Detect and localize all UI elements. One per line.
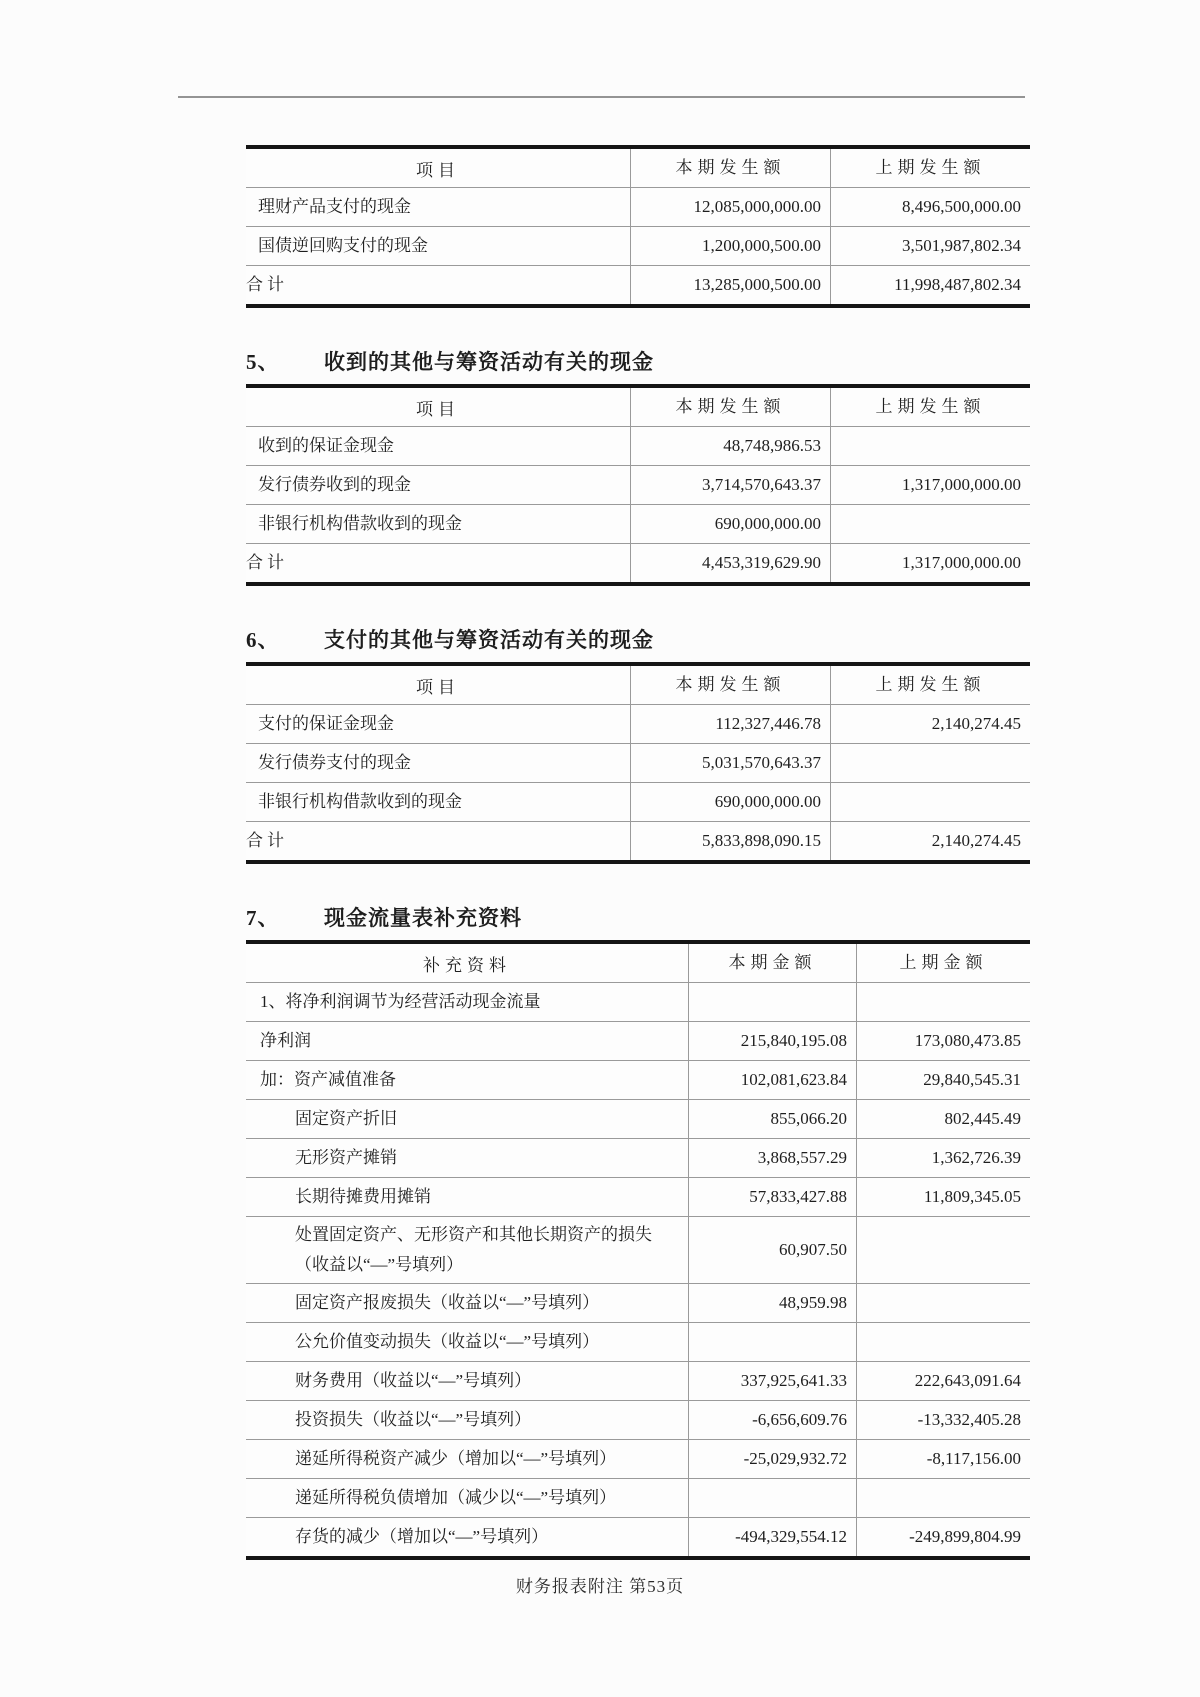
row-label-cell xyxy=(246,783,630,821)
row-label-line: 财务费用（收益以“—”号填列） xyxy=(295,1371,532,1390)
current-period-value: 5,031,570,643.37 xyxy=(630,744,830,782)
table-body xyxy=(246,426,1030,582)
section-7-title: 现金流量表补充资料 xyxy=(324,906,522,930)
current-period-value: 337,925,641.33 xyxy=(688,1362,856,1400)
prior-period-value xyxy=(830,505,1030,543)
row-label-line: 支付的保证金现金 xyxy=(258,714,394,733)
table-row xyxy=(246,226,1030,265)
table-row xyxy=(246,1177,1030,1216)
table-row xyxy=(246,704,1030,743)
page-content xyxy=(246,145,1030,1560)
row-label xyxy=(258,748,630,778)
row-label-cell xyxy=(246,822,630,860)
row-label xyxy=(246,548,630,578)
row-label-cell xyxy=(246,544,630,582)
table-other-cash-paid-financing xyxy=(246,662,1030,864)
table-body xyxy=(246,704,1030,860)
table-body xyxy=(246,982,1030,1556)
row-label-cell xyxy=(246,705,630,743)
row-label-line: 递延所得税资产减少（增加以“—”号填列） xyxy=(295,1449,617,1468)
row-label-cell xyxy=(246,1362,688,1400)
prior-period-value xyxy=(856,1217,1030,1283)
row-label-line: 处置固定资产、无形资产和其他长期资产的损失 xyxy=(295,1225,652,1244)
row-label xyxy=(258,787,630,817)
prior-period-value: 2,140,274.45 xyxy=(830,705,1030,743)
row-label-line: 投资损失（收益以“—”号填列） xyxy=(295,1410,532,1429)
row-label xyxy=(295,1143,688,1173)
row-label-line: 收到的保证金现金 xyxy=(258,436,394,455)
current-period-value: 3,714,570,643.37 xyxy=(630,466,830,504)
prior-period-value: 11,809,345.05 xyxy=(856,1178,1030,1216)
current-period-value xyxy=(688,983,856,1021)
row-label-line: 加：资产减值准备 xyxy=(260,1070,396,1089)
row-label xyxy=(295,1288,688,1318)
table-row xyxy=(246,1138,1030,1177)
current-period-value: 12,085,000,000.00 xyxy=(630,188,830,226)
prior-period-value: 173,080,473.85 xyxy=(856,1022,1030,1060)
column-header-prior-period: 上期发生额 xyxy=(830,149,1030,187)
row-label xyxy=(246,826,630,856)
prior-period-value: 222,643,091.64 xyxy=(856,1362,1030,1400)
prior-period-value: 1,362,726.39 xyxy=(856,1139,1030,1177)
prior-period-value: -8,117,156.00 xyxy=(856,1440,1030,1478)
prior-period-value: 802,445.49 xyxy=(856,1100,1030,1138)
current-period-value: 215,840,195.08 xyxy=(688,1022,856,1060)
table-row xyxy=(246,465,1030,504)
table-payments-continuation xyxy=(246,145,1030,308)
row-label-line: 合计 xyxy=(246,831,288,850)
row-label-line: 1、将净利润调节为经营活动现金流量 xyxy=(260,992,541,1011)
current-period-value xyxy=(688,1323,856,1361)
row-label xyxy=(258,470,630,500)
row-label xyxy=(295,1522,688,1552)
current-period-value: 690,000,000.00 xyxy=(630,505,830,543)
row-label-line: 非银行机构借款收到的现金 xyxy=(258,792,462,811)
row-label xyxy=(258,709,630,739)
row-label xyxy=(295,1444,688,1474)
column-header-item: 项目 xyxy=(416,160,460,180)
table-row xyxy=(246,1216,1030,1283)
page-footer: 财务报表附注 第53页 xyxy=(515,1577,685,1596)
prior-period-value xyxy=(830,783,1030,821)
row-label-cell xyxy=(246,427,630,465)
row-label xyxy=(295,1104,688,1134)
row-label-line: 合计 xyxy=(246,275,288,294)
row-label-cell xyxy=(246,466,630,504)
table-cash-flow-supplement xyxy=(246,940,1030,1560)
row-label-cell xyxy=(246,1139,688,1177)
prior-period-value xyxy=(830,427,1030,465)
row-label-cell xyxy=(246,1479,688,1517)
row-label-cell xyxy=(246,1284,688,1322)
row-label xyxy=(246,270,630,300)
current-period-value: 112,327,446.78 xyxy=(630,705,830,743)
table-other-cash-received-financing xyxy=(246,384,1030,586)
column-header-item: 项目 xyxy=(416,399,460,419)
prior-period-value xyxy=(856,1323,1030,1361)
column-header-current-period: 本期发生额 xyxy=(630,388,830,426)
row-label-line: 理财产品支付的现金 xyxy=(258,197,411,216)
row-label-cell xyxy=(246,1518,688,1556)
table-row xyxy=(246,1099,1030,1138)
table-row xyxy=(246,782,1030,821)
table-row xyxy=(246,504,1030,543)
prior-period-value: 2,140,274.45 xyxy=(830,822,1030,860)
row-label xyxy=(295,1220,688,1280)
row-label-cell xyxy=(246,1323,688,1361)
row-label-cell xyxy=(246,1217,688,1283)
table-row xyxy=(246,187,1030,226)
row-label xyxy=(258,509,630,539)
table-row xyxy=(246,982,1030,1021)
prior-period-value: 3,501,987,802.34 xyxy=(830,227,1030,265)
row-label xyxy=(258,192,630,222)
table-row xyxy=(246,743,1030,782)
row-label-cell xyxy=(246,1178,688,1216)
row-label xyxy=(258,431,630,461)
row-label-line: 固定资产报废损失（收益以“—”号填列） xyxy=(295,1293,600,1312)
current-period-value: -25,029,932.72 xyxy=(688,1440,856,1478)
prior-period-value: 29,840,545.31 xyxy=(856,1061,1030,1099)
row-label-line: 长期待摊费用摊销 xyxy=(295,1187,431,1206)
current-period-value: 1,200,000,500.00 xyxy=(630,227,830,265)
column-header-prior-amount: 上期金额 xyxy=(856,944,1030,982)
table-row xyxy=(246,543,1030,582)
row-label-cell xyxy=(246,744,630,782)
current-period-value: 5,833,898,090.15 xyxy=(630,822,830,860)
prior-period-value xyxy=(856,1284,1030,1322)
current-period-value: 57,833,427.88 xyxy=(688,1178,856,1216)
row-label-line: 发行债券支付的现金 xyxy=(258,753,411,772)
row-label-cell xyxy=(246,1440,688,1478)
section-5-number: 5、 xyxy=(246,350,280,374)
row-label-line: 净利润 xyxy=(260,1031,311,1050)
prior-period-value: -13,332,405.28 xyxy=(856,1401,1030,1439)
table-row xyxy=(246,1400,1030,1439)
current-period-value: 4,453,319,629.90 xyxy=(630,544,830,582)
prior-period-value xyxy=(856,983,1030,1021)
column-header-item: 项目 xyxy=(416,677,460,697)
table-row xyxy=(246,1283,1030,1322)
page-header-rule xyxy=(178,96,1025,98)
section-7-heading xyxy=(246,904,1030,932)
row-label-cell xyxy=(246,266,630,304)
row-label xyxy=(295,1327,688,1357)
table-row xyxy=(246,1021,1030,1060)
row-label-cell xyxy=(246,1100,688,1138)
prior-period-value: 11,998,487,802.34 xyxy=(830,266,1030,304)
column-header-current-period: 本期发生额 xyxy=(630,149,830,187)
column-header-current-period: 本期发生额 xyxy=(630,666,830,704)
prior-period-value: 8,496,500,000.00 xyxy=(830,188,1030,226)
table-row xyxy=(246,265,1030,304)
table-row xyxy=(246,1478,1030,1517)
row-label-line: 公允价值变动损失（收益以“—”号填列） xyxy=(295,1332,600,1351)
current-period-value xyxy=(688,1479,856,1517)
current-period-value: 102,081,623.84 xyxy=(688,1061,856,1099)
row-label-line: 无形资产摊销 xyxy=(295,1148,397,1167)
row-label-line: 发行债券收到的现金 xyxy=(258,475,411,494)
table-header-row xyxy=(246,388,1030,426)
row-label-line: 国债逆回购支付的现金 xyxy=(258,236,428,255)
row-label xyxy=(295,1483,688,1513)
prior-period-value: 1,317,000,000.00 xyxy=(830,466,1030,504)
section-5-heading xyxy=(246,348,1030,376)
table-row xyxy=(246,1439,1030,1478)
section-5-title: 收到的其他与筹资活动有关的现金 xyxy=(324,350,654,374)
current-period-value: 48,748,986.53 xyxy=(630,427,830,465)
table-row xyxy=(246,1060,1030,1099)
section-6-number: 6、 xyxy=(246,628,280,652)
column-header-prior-period: 上期发生额 xyxy=(830,388,1030,426)
table-row xyxy=(246,821,1030,860)
row-label xyxy=(260,1065,688,1095)
prior-period-value xyxy=(856,1479,1030,1517)
row-label-cell xyxy=(246,983,688,1021)
row-label-cell xyxy=(246,1401,688,1439)
row-label-line: 合计 xyxy=(246,553,288,572)
current-period-value: -6,656,609.76 xyxy=(688,1401,856,1439)
row-label-cell xyxy=(246,1061,688,1099)
prior-period-value: -249,899,804.99 xyxy=(856,1518,1030,1556)
table-row xyxy=(246,426,1030,465)
table-header-row xyxy=(246,666,1030,704)
prior-period-value xyxy=(830,744,1030,782)
current-period-value: 48,959.98 xyxy=(688,1284,856,1322)
row-label xyxy=(295,1405,688,1435)
table-row xyxy=(246,1322,1030,1361)
row-label-line: 递延所得税负债增加（减少以“—”号填列） xyxy=(295,1488,617,1507)
section-6-heading xyxy=(246,626,1030,654)
current-period-value: 3,868,557.29 xyxy=(688,1139,856,1177)
current-period-value: 60,907.50 xyxy=(688,1217,856,1283)
row-label-line: 非银行机构借款收到的现金 xyxy=(258,514,462,533)
column-header-prior-period: 上期发生额 xyxy=(830,666,1030,704)
section-6-title: 支付的其他与筹资活动有关的现金 xyxy=(324,628,654,652)
row-label-cell xyxy=(246,505,630,543)
row-label-cell xyxy=(246,1022,688,1060)
column-header-current-amount: 本期金额 xyxy=(688,944,856,982)
row-label-line: 固定资产折旧 xyxy=(295,1109,397,1128)
column-header-supplement: 补充资料 xyxy=(423,955,511,975)
table-body xyxy=(246,187,1030,304)
table-header-row xyxy=(246,149,1030,187)
row-label-line-2: （收益以“—”号填列） xyxy=(295,1255,464,1274)
row-label-cell xyxy=(246,227,630,265)
row-label xyxy=(295,1182,688,1212)
current-period-value: -494,329,554.12 xyxy=(688,1518,856,1556)
current-period-value: 855,066.20 xyxy=(688,1100,856,1138)
section-7-number: 7、 xyxy=(246,906,280,930)
table-header-row xyxy=(246,944,1030,982)
row-label-line: 存货的减少（增加以“—”号填列） xyxy=(295,1527,549,1546)
table-row xyxy=(246,1517,1030,1556)
row-label xyxy=(295,1366,688,1396)
row-label xyxy=(260,1026,688,1056)
row-label-cell xyxy=(246,188,630,226)
table-row xyxy=(246,1361,1030,1400)
current-period-value: 13,285,000,500.00 xyxy=(630,266,830,304)
row-label xyxy=(258,231,630,261)
row-label xyxy=(260,987,688,1017)
current-period-value: 690,000,000.00 xyxy=(630,783,830,821)
prior-period-value: 1,317,000,000.00 xyxy=(830,544,1030,582)
